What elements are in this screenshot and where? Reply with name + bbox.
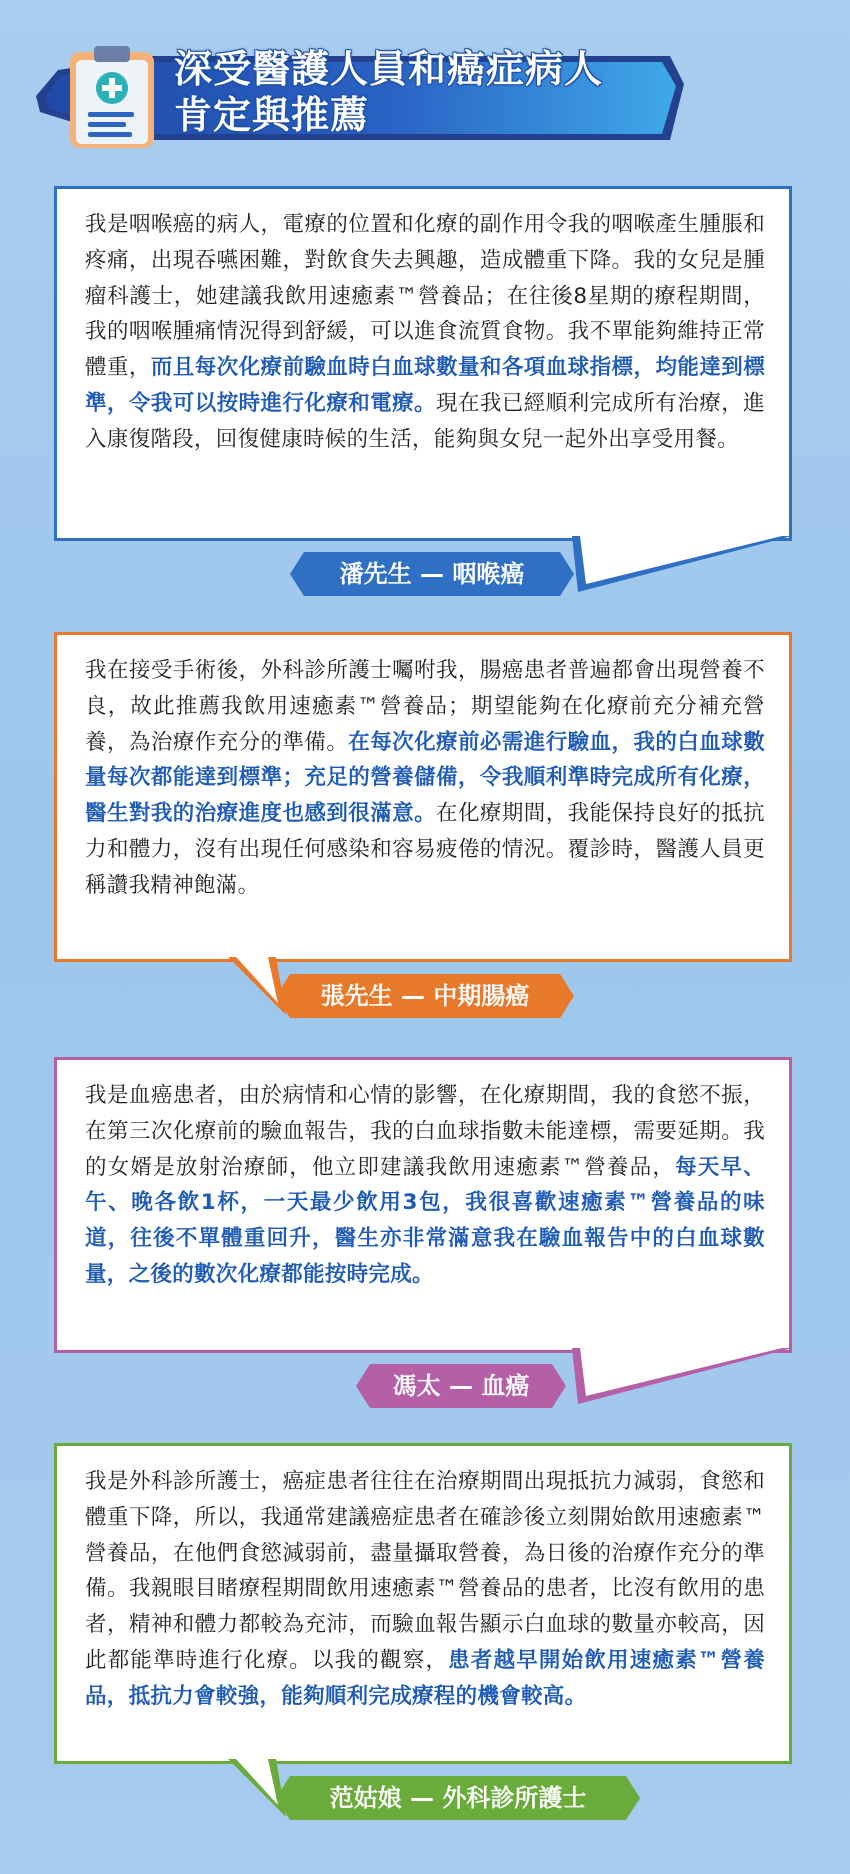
- testimonial-text: 我是血癌患者，由於病情和心情的影響，在化療期間，我的食慾不振，在第三次化療前的驗血報告，我的白血球指數未能達標，需要延期。我的女婿是放射治療師，他立即建議我飲用速癒素™營養品，每天早、午、晚各飲1杯，一天最少飲用3包，我很喜歡速癒素™營養品的味道，往後不單體重回升，醫生亦非常滿意我在驗血報告中的白血球數量，之後的數次化療都能按時完成。: [85, 1083, 765, 1287]
- testimonial-highlight: 患者越早開始飲用速癒素™營養品，抵抗力會較強，能夠順利完成療程的機會較高。: [85, 1647, 765, 1709]
- speech-tail-1: [570, 536, 800, 596]
- name-tag-1: [290, 552, 574, 596]
- page-title: [174, 46, 603, 138]
- testimonial-name: 馮太 — 血癌: [392, 1372, 530, 1400]
- title-line-2: 肯定與推薦: [174, 93, 370, 137]
- testimonial-name: 潘先生 — 咽喉癌: [339, 560, 525, 588]
- testimonial-highlight: 在每次化療前必需進行驗血，我的白血球數量每次都能達到標準；充足的營養儲備，令我順利準時完成所有化療，醫生對我的治療進度也感到很滿意。: [85, 729, 765, 827]
- testimonial-text: 我是外科診所護士，癌症患者往往在治療期間出現抵抗力減弱，食慾和體重下降，所以，我通常建議癌症患者在確診後立刻開始飲用速癒素™營養品，在他們食慾減弱前，盡量攝取營養，為日後的治療作充分的準備。我親眼目睹療程期間飲用速癒素™營養品的患者，比沒有飲用的患者，精神和體力都較為充沛，而驗血報告顯示白血球的數量亦較高，因此都能準時進行化療。以我的觀察，患者越早開始飲用速癒素™營養品，抵抗力會較強，能夠順利完成療程的機會較高。: [85, 1469, 765, 1709]
- testimonial-highlight: 每天早、午、晚各飲1杯，一天最少飲用3包，我很喜歡速癒素™營養品的味道，往後不單體重回升，醫生亦非常滿意我在驗血報告中的白血球數量，之後的數次化療都能按時完成。: [85, 1154, 765, 1287]
- testimonial-card-1: [54, 186, 792, 541]
- speech-tail-3: [570, 1348, 800, 1408]
- medical-clipboard-icon: [66, 46, 158, 150]
- testimonial-card-4: [54, 1443, 792, 1764]
- name-tag-2: [276, 974, 574, 1018]
- title-line-1: 深受醫護人員和癌症病人: [174, 47, 604, 91]
- testimonial-text: 我在接受手術後，外科診所護士囑咐我，腸癌患者普遍都會出現營養不良，故此推薦我飲用速癒素™營養品；期望能夠在化療前充分補充營養，為治療作充分的準備。在每次化療前必需進行驗血，我的白血球數量每次都能達到標準；充足的營養儲備，令我順利準時完成所有化療，醫生對我的治療進度也感到很滿意。在化療期間，我能保持良好的抵抗力和體力，沒有出現任何感染和容易疲倦的情況。覆診時，醫護人員更稱讚我精神飽滿。: [85, 658, 765, 898]
- testimonial-card-2: [54, 632, 792, 962]
- testimonial-name: 張先生 — 中期腸癌: [320, 982, 530, 1010]
- testimonial-highlight: 而且每次化療前驗血時白血球數量和各項血球指標，均能達到標準，令我可以按時進行化療和電療。: [85, 355, 765, 416]
- name-tag-3: [356, 1364, 566, 1408]
- testimonial-name: 范姑娘 — 外科診所護士: [329, 1784, 587, 1812]
- testimonial-card-3: [54, 1057, 792, 1353]
- name-tag-4: [276, 1776, 640, 1820]
- header-banner: [0, 0, 850, 170]
- testimonial-text: 我是咽喉癌的病人，電療的位置和化療的副作用令我的咽喉產生腫脹和疼痛，出現吞嚥困難，對飲食失去興趣，造成體重下降。我的女兒是腫瘤科護士，她建議我飲用速癒素™營養品；在往後8星期的療程期間，我的咽喉腫痛情況得到舒緩，可以進食流質食物。我不單能夠維持正常體重，而且每次化療前驗血時白血球數量和各項血球指標，均能達到標準，令我可以按時進行化療和電療。現在我已經順利完成所有治療，進入康復階段，回復健康時候的生活，能夠與女兒一起外出享受用餐。: [85, 212, 765, 452]
